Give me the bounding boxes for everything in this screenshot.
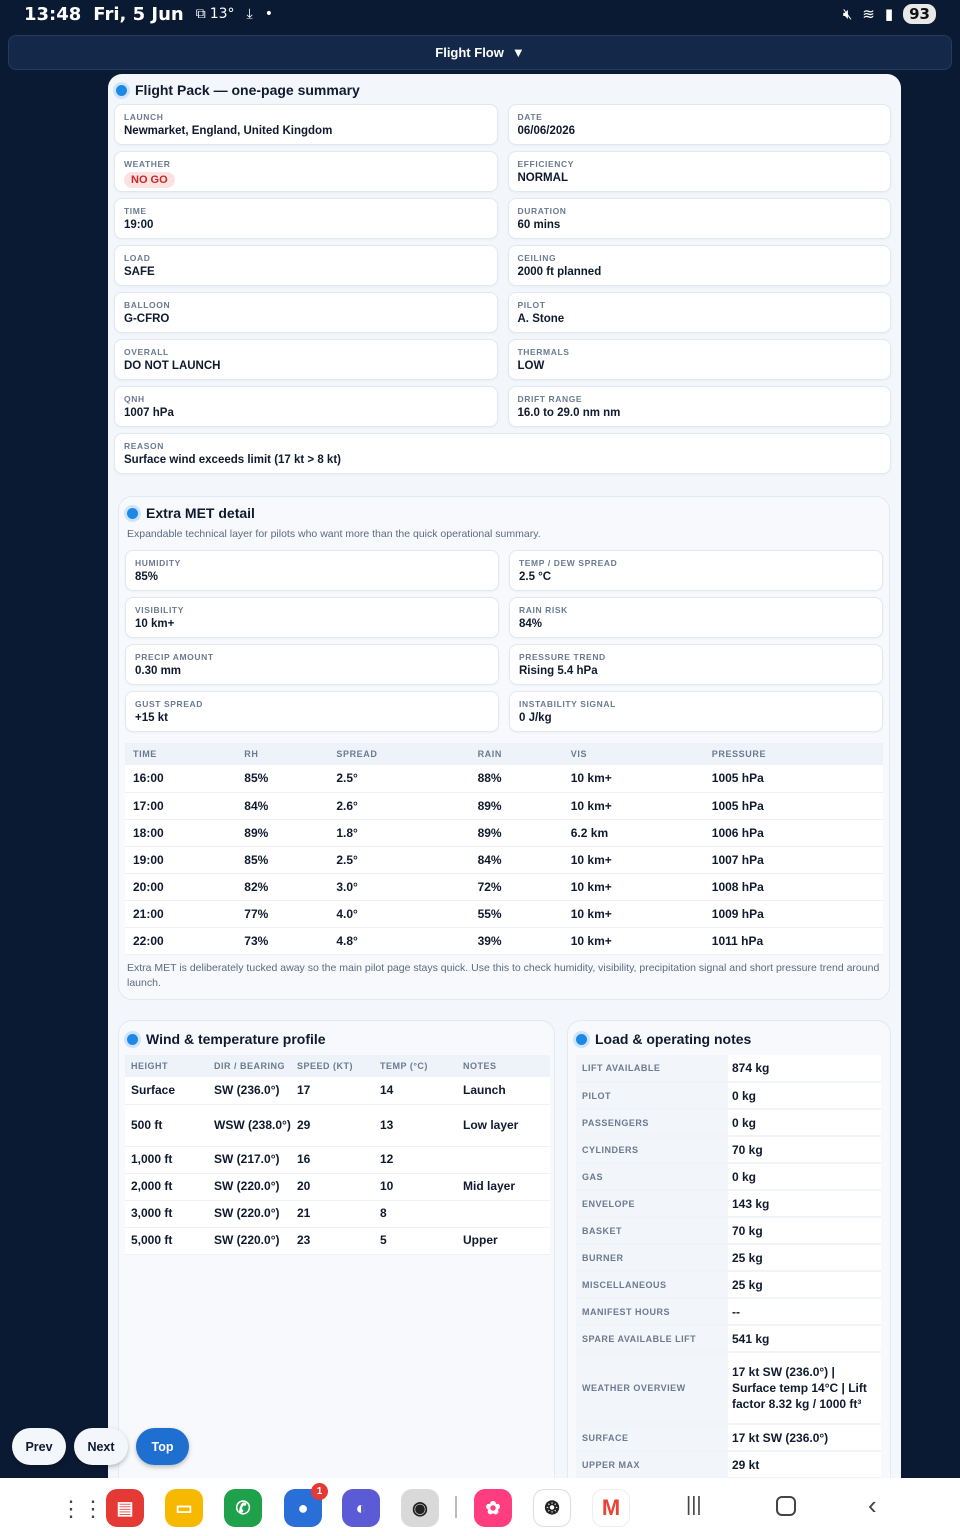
top-button[interactable]: Top <box>136 1428 189 1465</box>
camera-app-icon[interactable]: ◉ <box>401 1489 439 1527</box>
flight-pack-sheet <box>108 74 901 1494</box>
row-key: PILOT <box>576 1082 728 1109</box>
messages-app-icon[interactable]: ● 1 <box>284 1489 322 1527</box>
status-temp: 13° <box>209 6 235 22</box>
summary-heading <box>116 82 360 98</box>
met-card-gust-spread: GUST SPREAD +15 kt <box>125 691 499 732</box>
table-cell: 1,000 ft <box>125 1146 208 1173</box>
table-cell: 1005 hPa <box>704 765 883 792</box>
table-cell: 1.8° <box>328 819 469 846</box>
summary-card-time: TIME 19:00 <box>114 198 498 239</box>
row-key: PASSENGERS <box>576 1109 728 1136</box>
row-key: WEATHER OVERVIEW <box>576 1352 728 1424</box>
table-cell: Launch <box>457 1077 550 1104</box>
folder-app-icon[interactable]: ▭ <box>165 1489 203 1527</box>
row-key: MISCELLANEOUS <box>576 1271 728 1298</box>
table-cell: 20:00 <box>125 873 236 900</box>
table-cell <box>457 1200 550 1227</box>
row-value: 25 kg <box>728 1271 881 1298</box>
met-card-temp-dew-spread: TEMP / DEW SPREAD 2.5 °C <box>509 550 883 591</box>
table-cell: SW (220.0°) <box>208 1200 291 1227</box>
gmail-app-icon[interactable]: M <box>592 1489 630 1527</box>
table-cell: 82% <box>236 873 328 900</box>
table-cell: 10 km+ <box>563 927 704 954</box>
table-cell: 2.6° <box>328 792 469 819</box>
table-row <box>125 792 883 819</box>
table-cell: 19:00 <box>125 846 236 873</box>
table-cell: Upper <box>457 1227 550 1254</box>
table-row <box>125 1227 550 1254</box>
met-subtitle: Expandable technical layer for pilots who want more than the quick operational summary. <box>127 528 541 540</box>
table-row <box>576 1190 881 1217</box>
table-cell: 73% <box>236 927 328 954</box>
summary-title: Flight Pack — one-page summary <box>135 82 360 98</box>
table-row <box>576 1325 881 1352</box>
row-value: 874 kg <box>728 1055 881 1082</box>
table-row <box>125 927 883 954</box>
recents-icon[interactable]: ||| <box>686 1494 702 1516</box>
table-cell: 18:00 <box>125 819 236 846</box>
table-cell: 84% <box>470 846 563 873</box>
met-card-humidity: HUMIDITY 85% <box>125 550 499 591</box>
table-cell: 21 <box>291 1200 374 1227</box>
table-cell: 16:00 <box>125 765 236 792</box>
row-key: BASKET <box>576 1217 728 1244</box>
summary-card-date: DATE 06/06/2026 <box>508 104 892 145</box>
row-key: ENVELOPE <box>576 1190 728 1217</box>
status-bar <box>0 0 960 28</box>
table-row <box>125 1200 550 1227</box>
row-key: CYLINDERS <box>576 1136 728 1163</box>
table-cell: 22:00 <box>125 927 236 954</box>
row-key: GAS <box>576 1163 728 1190</box>
section-dot-icon <box>116 85 127 96</box>
table-cell: 10 <box>374 1173 457 1200</box>
table-cell: 85% <box>236 846 328 873</box>
table-cell: SW (217.0°) <box>208 1146 291 1173</box>
table-cell: 1011 hPa <box>704 927 883 954</box>
summary-card-pilot: PILOT A. Stone <box>508 292 892 333</box>
table-row <box>125 1146 550 1173</box>
signal-icon: ▮ <box>884 5 894 23</box>
row-value: -- <box>728 1298 881 1325</box>
section-dot-icon <box>127 1034 138 1045</box>
table-header-row <box>125 1055 550 1077</box>
met-card-rain-risk: RAIN RISK 84% <box>509 597 883 638</box>
table-cell: 17:00 <box>125 792 236 819</box>
notes-app-icon[interactable]: ▤ <box>106 1489 144 1527</box>
table-cell: 2.5° <box>328 765 469 792</box>
hourly-met-table <box>125 743 883 955</box>
table-cell: 10 km+ <box>563 873 704 900</box>
table-cell: 500 ft <box>125 1104 208 1146</box>
table-cell: 89% <box>236 819 328 846</box>
table-cell: 72% <box>470 873 563 900</box>
table-cell: Surface <box>125 1077 208 1104</box>
summary-card-ceiling: CEILING 2000 ft planned <box>508 245 892 286</box>
summary-card-load: LOAD SAFE <box>114 245 498 286</box>
table-row <box>125 819 883 846</box>
table-cell: 29 <box>291 1104 374 1146</box>
table-cell: 89% <box>470 792 563 819</box>
status-date: Fri, 5 Jun <box>93 3 184 25</box>
summary-card-weather: WEATHER NO GO <box>114 151 498 192</box>
weather-status-badge: NO GO <box>124 172 175 188</box>
table-cell: 3.0° <box>328 873 469 900</box>
table-row <box>576 1244 881 1271</box>
prev-button[interactable]: Prev <box>12 1428 66 1465</box>
table-row <box>125 846 883 873</box>
notification-dot-icon: • <box>264 6 274 22</box>
table-cell: 23 <box>291 1227 374 1254</box>
table-cell: 85% <box>236 765 328 792</box>
summary-grid <box>114 104 891 474</box>
load-notes-panel <box>567 1020 891 1494</box>
table-row <box>125 1104 550 1146</box>
table-cell: 10 km+ <box>563 846 704 873</box>
screenshot-icon: ⧉ <box>195 6 206 22</box>
met-title: Extra MET detail <box>146 505 255 521</box>
row-key: SPARE AVAILABLE LIFT <box>576 1325 728 1352</box>
summary-card-thermals: THERMALS LOW <box>508 339 892 380</box>
table-cell: 3,000 ft <box>125 1200 208 1227</box>
column-header: SPREAD <box>328 743 469 765</box>
column-header: TEMP (°C) <box>374 1055 457 1077</box>
row-key: LIFT AVAILABLE <box>576 1055 728 1082</box>
mute-icon: 🔇︎ <box>842 5 853 23</box>
column-header: RH <box>236 743 328 765</box>
table-row <box>125 765 883 792</box>
row-value: 17 kt SW (236.0°) | Surface temp 14°C | Lift factor 8.32 kg / 1000 ft³ <box>728 1352 881 1424</box>
table-row <box>125 873 883 900</box>
row-value: 541 kg <box>728 1325 881 1352</box>
column-header: PRESSURE <box>704 743 883 765</box>
table-cell: 77% <box>236 900 328 927</box>
table-cell: SW (236.0°) <box>208 1077 291 1104</box>
gallery-app-icon[interactable]: ✿ <box>474 1489 512 1527</box>
row-value: 143 kg <box>728 1190 881 1217</box>
next-button[interactable]: Next <box>74 1428 128 1465</box>
table-cell: 1009 hPa <box>704 900 883 927</box>
section-dot-icon <box>576 1034 587 1045</box>
wind-profile-table <box>125 1055 550 1255</box>
download-icon: ⤓ <box>246 6 253 22</box>
flow-selector[interactable] <box>8 35 952 70</box>
column-header: VIS <box>563 743 704 765</box>
column-header: TIME <box>125 743 236 765</box>
row-value: 17 kt SW (236.0°) <box>728 1424 881 1451</box>
table-cell: 39% <box>470 927 563 954</box>
browser-app-icon[interactable]: ◐ <box>342 1489 380 1527</box>
column-header: NOTES <box>457 1055 550 1077</box>
table-row <box>576 1217 881 1244</box>
met-card-precip-amount: PRECIP AMOUNT 0.30 mm <box>125 644 499 685</box>
row-value: 25 kg <box>728 1244 881 1271</box>
table-row <box>576 1424 881 1451</box>
table-row <box>576 1298 881 1325</box>
table-cell: 84% <box>236 792 328 819</box>
table-cell: 21:00 <box>125 900 236 927</box>
table-cell: 55% <box>470 900 563 927</box>
system-dock <box>0 1478 960 1536</box>
summary-card-reason: REASON Surface wind exceeds limit (17 kt > 8 kt) <box>114 433 891 474</box>
table-row <box>125 900 883 927</box>
load-heading <box>576 1031 751 1047</box>
table-row <box>576 1163 881 1190</box>
table-cell: 5,000 ft <box>125 1227 208 1254</box>
row-key: SURFACE <box>576 1424 728 1451</box>
messages-badge: 1 <box>311 1483 328 1500</box>
row-value: 70 kg <box>728 1136 881 1163</box>
load-notes-table <box>576 1055 881 1479</box>
met-grid <box>125 550 883 732</box>
app-drawer-icon[interactable]: ⋮⋮ <box>60 1496 104 1521</box>
column-header: RAIN <box>470 743 563 765</box>
table-cell: 1007 hPa <box>704 846 883 873</box>
phone-app-icon[interactable]: ✆ <box>224 1489 262 1527</box>
load-title: Load & operating notes <box>595 1031 752 1047</box>
met-footnote: Extra MET is deliberately tucked away so the main pilot page stays quick. Use this to check humidity, visibility, precipitation signal and short pressure trend around launch. <box>127 962 880 989</box>
flow-selector-label: Flight Flow <box>435 45 504 60</box>
column-header: DIR / BEARING <box>208 1055 291 1077</box>
table-header-row <box>125 743 883 765</box>
row-value: 0 kg <box>728 1163 881 1190</box>
table-cell: SW (220.0°) <box>208 1173 291 1200</box>
table-cell: 8 <box>374 1200 457 1227</box>
row-value: 0 kg <box>728 1109 881 1136</box>
table-cell: Mid layer <box>457 1173 550 1200</box>
table-cell: 1006 hPa <box>704 819 883 846</box>
chevron-down-icon: ▼ <box>511 45 525 60</box>
table-row <box>125 1077 550 1104</box>
table-cell: 6.2 km <box>563 819 704 846</box>
back-icon[interactable]: ‹ <box>868 1490 877 1520</box>
table-cell: 17 <box>291 1077 374 1104</box>
ai-app-icon[interactable]: ❂ <box>533 1489 571 1527</box>
table-cell: 2.5° <box>328 846 469 873</box>
summary-card-overall: OVERALL DO NOT LAUNCH <box>114 339 498 380</box>
met-heading <box>127 505 255 521</box>
table-cell: 2,000 ft <box>125 1173 208 1200</box>
table-row <box>576 1352 881 1424</box>
table-cell: SW (220.0°) <box>208 1227 291 1254</box>
summary-card-launch: LAUNCH Newmarket, England, United Kingdom <box>114 104 498 145</box>
table-cell: 5 <box>374 1227 457 1254</box>
row-key: MANIFEST HOURS <box>576 1298 728 1325</box>
row-value: 29 kt <box>728 1451 881 1478</box>
table-cell: 4.8° <box>328 927 469 954</box>
met-card-instability-signal: INSTABILITY SIGNAL 0 J/kg <box>509 691 883 732</box>
row-value: 70 kg <box>728 1217 881 1244</box>
table-row <box>576 1271 881 1298</box>
column-header: HEIGHT <box>125 1055 208 1077</box>
table-row <box>576 1451 881 1478</box>
battery-indicator: 93 <box>903 4 936 24</box>
row-value: 0 kg <box>728 1082 881 1109</box>
summary-card-duration: DURATION 60 mins <box>508 198 892 239</box>
extra-met-panel <box>118 496 890 1000</box>
table-row <box>576 1109 881 1136</box>
table-cell: 1008 hPa <box>704 873 883 900</box>
table-row <box>576 1055 881 1082</box>
table-cell: 14 <box>374 1077 457 1104</box>
table-row <box>576 1136 881 1163</box>
home-icon[interactable] <box>776 1496 796 1516</box>
table-cell: Low layer <box>457 1104 550 1146</box>
wind-heading <box>127 1031 326 1047</box>
table-cell: 16 <box>291 1146 374 1173</box>
table-cell: 13 <box>374 1104 457 1146</box>
table-cell: 10 km+ <box>563 765 704 792</box>
table-cell: 10 km+ <box>563 900 704 927</box>
table-cell: 12 <box>374 1146 457 1173</box>
table-cell: 10 km+ <box>563 792 704 819</box>
row-key: UPPER MAX <box>576 1451 728 1478</box>
dock-divider <box>455 1496 457 1518</box>
table-row <box>576 1082 881 1109</box>
summary-card-qnh: QNH 1007 hPa <box>114 386 498 427</box>
table-cell: 1005 hPa <box>704 792 883 819</box>
met-card-pressure-trend: PRESSURE TREND Rising 5.4 hPa <box>509 644 883 685</box>
wifi-icon: ≋ <box>862 5 875 23</box>
met-card-visibility: VISIBILITY 10 km+ <box>125 597 499 638</box>
summary-card-efficiency: EFFICIENCY NORMAL <box>508 151 892 192</box>
summary-card-balloon: BALLOON G-CFRO <box>114 292 498 333</box>
wind-profile-panel <box>118 1020 555 1494</box>
summary-card-drift-range: DRIFT RANGE 16.0 to 29.0 nm nm <box>508 386 892 427</box>
row-key: BURNER <box>576 1244 728 1271</box>
table-cell: 88% <box>470 765 563 792</box>
wind-title: Wind & temperature profile <box>146 1031 326 1047</box>
section-dot-icon <box>127 508 138 519</box>
status-time: 13:48 <box>24 3 82 25</box>
column-header: SPEED (KT) <box>291 1055 374 1077</box>
table-cell: WSW (238.0°) <box>208 1104 291 1146</box>
table-row <box>125 1173 550 1200</box>
table-cell: 20 <box>291 1173 374 1200</box>
table-cell: 4.0° <box>328 900 469 927</box>
table-cell <box>457 1146 550 1173</box>
table-cell: 89% <box>470 819 563 846</box>
